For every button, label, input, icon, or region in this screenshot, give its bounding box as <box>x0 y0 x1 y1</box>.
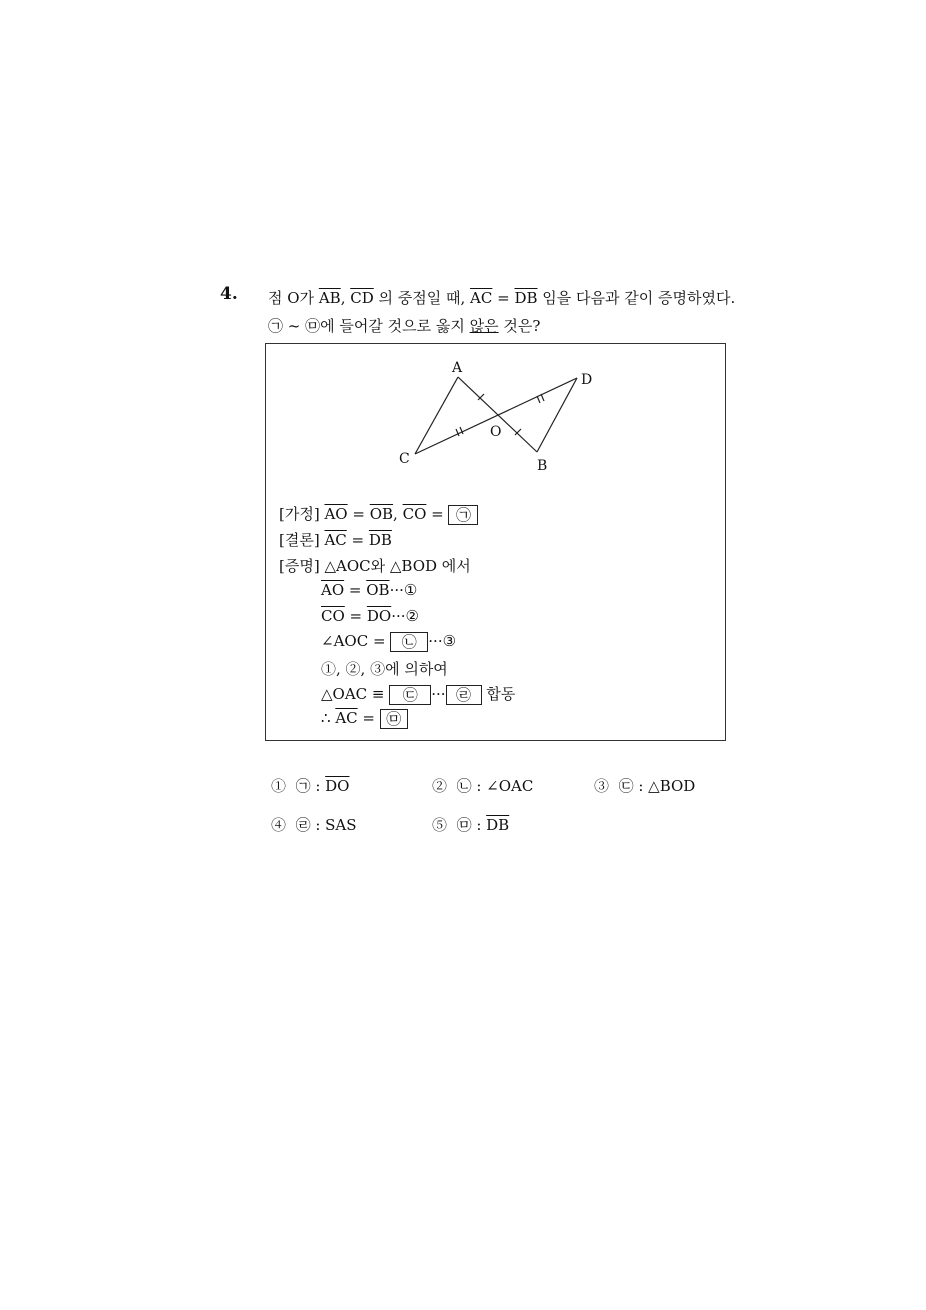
q2-text-2: 것은? <box>498 317 541 335</box>
step3-head: ∠AOC = <box>321 632 391 650</box>
segment-bd-line <box>537 378 577 452</box>
proof-step-6 <box>321 709 408 729</box>
q2-text-1: ㉠ ~ ㉤에 들어갈 것으로 옳지 <box>268 317 470 335</box>
assumption-comma: , <box>393 505 403 523</box>
proof-step-1 <box>321 581 417 599</box>
option-3-value: △BOD <box>648 777 696 795</box>
proof-conclusion <box>279 529 392 550</box>
label-a: A <box>452 360 463 376</box>
segment-dc-line <box>415 378 577 454</box>
option-5[interactable] <box>432 814 509 835</box>
question-line-1 <box>268 287 735 308</box>
step3-tail: ···③ <box>428 632 457 650</box>
assumption-tag: [가정] <box>279 505 320 523</box>
step2-tail: ···② <box>391 607 419 625</box>
question-line-2 <box>268 315 540 336</box>
tick-od-1 <box>537 396 540 403</box>
proof-step-3 <box>321 632 456 652</box>
option-5-mark: ㉤ : <box>456 816 487 834</box>
step2-seg-co: $\overline{CO}$ <box>321 607 345 625</box>
option-1-value: $\overline{DO}$ <box>325 777 350 795</box>
option-1-mark: ㉠ : <box>295 777 326 795</box>
q1-text-1: 점 O가 <box>268 289 319 307</box>
step1-tail: ···① <box>389 581 418 599</box>
step5-mid: ··· <box>431 685 446 703</box>
segment-ac: $\overline{AC}$ <box>470 289 493 307</box>
label-b: B <box>537 458 548 474</box>
label-o: O <box>490 424 502 440</box>
proof-step-5 <box>321 683 515 705</box>
assumption-eq-2: = <box>426 505 449 523</box>
segment-cd: $\overline{CD}$ <box>350 289 374 307</box>
label-c: C <box>399 451 410 467</box>
assumption-seg-ob: $\overline{OB}$ <box>369 505 394 523</box>
q1-text-5: 임을 다음과 같이 증명하였다. <box>537 289 736 307</box>
q2-underlined: 않은 <box>469 317 499 335</box>
proof-assumption <box>279 503 478 525</box>
step6-seg-ac: $\overline{AC}$ <box>335 709 358 727</box>
option-4[interactable] <box>271 814 357 835</box>
proof-tag: [증명] <box>279 557 320 575</box>
step2-eq: = <box>344 607 367 625</box>
label-d: D <box>581 372 593 388</box>
conclusion-seg-ac: $\overline{AC}$ <box>324 531 347 549</box>
option-1-num: ① <box>271 777 287 795</box>
proof-step-2 <box>321 607 419 625</box>
option-2-mark: ㉡ : <box>456 777 487 795</box>
step6-head: ∴ <box>321 709 336 727</box>
blank-1: ㉠ <box>448 505 478 525</box>
assumption-seg-ao: $\overline{AO}$ <box>324 505 348 523</box>
assumption-eq-1: = <box>347 505 370 523</box>
q1-text-4: = <box>492 289 515 307</box>
proof-head-text: △AOC와 △BOD 에서 <box>324 557 471 575</box>
proof-head <box>279 555 471 576</box>
option-3[interactable] <box>594 775 695 796</box>
conclusion-tag: [결론] <box>279 531 320 549</box>
option-3-num: ③ <box>594 777 610 795</box>
step6-eq: = <box>357 709 380 727</box>
step1-eq: = <box>344 581 367 599</box>
step5-tail: 합동 <box>481 685 516 703</box>
segment-ab: $\overline{AB}$ <box>318 289 341 307</box>
assumption-seg-co: $\overline{CO}$ <box>402 505 427 523</box>
blank-5: ㉤ <box>380 709 408 729</box>
option-4-value: SAS <box>325 816 357 834</box>
q1-text-2: , <box>340 289 351 307</box>
step1-seg-ob: $\overline{OB}$ <box>366 581 390 599</box>
blank-3: ㉢ <box>389 685 431 705</box>
blank-2: ㉡ <box>390 632 428 652</box>
segment-db: $\overline{DB}$ <box>514 289 538 307</box>
step2-seg-do: $\overline{DO}$ <box>366 607 392 625</box>
blank-4: ㉣ <box>446 685 482 705</box>
option-2-value: ∠OAC <box>486 777 534 795</box>
question-number: 4. <box>220 284 238 304</box>
option-1[interactable] <box>271 775 349 796</box>
conclusion-eq: = <box>346 531 369 549</box>
conclusion-seg-db: $\overline{DB}$ <box>368 531 392 549</box>
segment-ca-line <box>415 377 458 454</box>
q1-text-3: 의 중점일 때, <box>373 289 471 307</box>
option-2[interactable] <box>432 775 533 796</box>
triangle-diagram <box>380 352 620 477</box>
option-2-num: ② <box>432 777 448 795</box>
option-5-value: $\overline{DB}$ <box>486 816 510 834</box>
step5-head: △OAC ≡ <box>321 685 390 703</box>
step1-seg-ao: $\overline{AO}$ <box>321 581 345 599</box>
option-4-mark: ㉣ : <box>295 816 326 834</box>
option-4-num: ④ <box>271 816 287 834</box>
tick-od-2 <box>541 394 544 401</box>
option-5-num: ⑤ <box>432 816 448 834</box>
option-3-mark: ㉢ : <box>618 777 649 795</box>
proof-step-4: ①, ②, ③에 의하여 <box>321 660 448 678</box>
segment-ab-line <box>458 377 537 452</box>
